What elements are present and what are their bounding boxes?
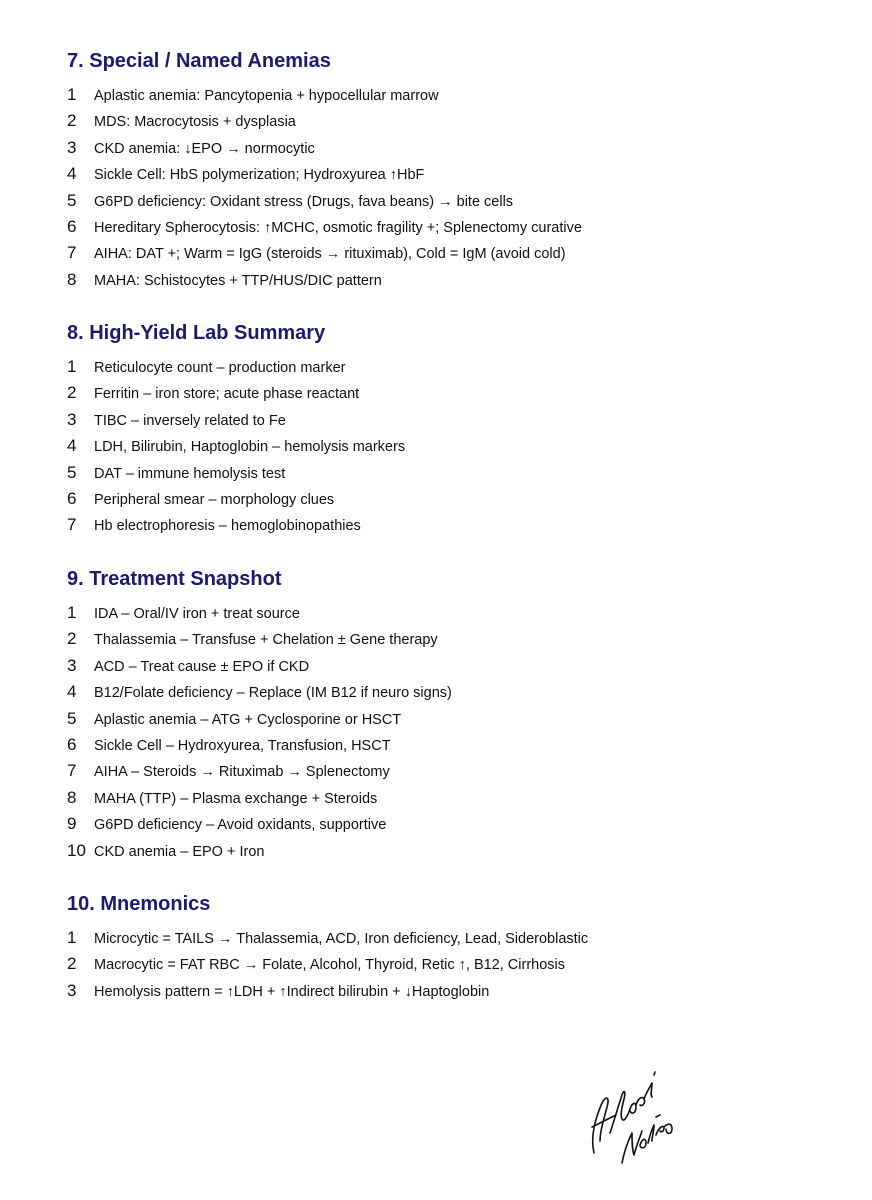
- list-item: [67, 758, 827, 784]
- list-item: [67, 653, 827, 679]
- list-item: [67, 486, 827, 512]
- item-text: CKD anemia – EPO + Iron: [94, 843, 265, 860]
- list-item: [67, 600, 827, 626]
- section-title: 10. Mnemonics: [67, 893, 211, 915]
- item-text: Thalassemia – Transfuse + Chelation ± Gene therapy: [94, 632, 438, 649]
- item-text: IDA – Oral/IV iron + treat source: [94, 606, 300, 622]
- section-special-named-anemias: [67, 46, 827, 293]
- item-text: MAHA (TTP) – Plasma exchange + Steroids: [94, 790, 378, 807]
- item-number: 3: [67, 409, 77, 429]
- list-item: [67, 679, 827, 705]
- item-number: 10: [67, 840, 86, 860]
- item-number: 2: [67, 629, 77, 649]
- list-item: [67, 214, 827, 240]
- section-title: 7. Special / Named Anemias: [67, 50, 331, 72]
- list-item: [67, 626, 827, 652]
- item-number: 8: [67, 269, 77, 289]
- item-list: [67, 600, 827, 864]
- list-item: [67, 108, 827, 134]
- item-number: 9: [67, 814, 77, 834]
- item-list: [67, 925, 827, 1004]
- item-text: Macrocytic = FAT RBC → Folate, Alcohol, Thyroid, Retic ↑, B12, Cirrhosis: [94, 957, 566, 974]
- section-high-yield-lab-summary: [67, 318, 827, 539]
- item-number: 2: [67, 954, 77, 974]
- list-item: [67, 240, 827, 266]
- item-number: 7: [67, 243, 77, 263]
- list-item: [67, 380, 827, 406]
- list-item: [67, 732, 827, 758]
- list-item: [67, 188, 827, 214]
- item-number: 4: [67, 682, 77, 702]
- item-text: MDS: Macrocytosis + dysplasia: [94, 114, 296, 131]
- item-number: 1: [67, 603, 77, 622]
- item-text: Hb electrophoresis – hemoglobinopathies: [94, 518, 361, 535]
- list-item: [67, 135, 827, 161]
- section-treatment-snapshot: [67, 564, 827, 864]
- item-number: 3: [67, 980, 77, 1000]
- list-item: [67, 82, 827, 108]
- item-text: Aplastic anemia – ATG + Cyclosporine or HSCT: [94, 711, 402, 728]
- list-item: [67, 838, 827, 864]
- item-number: 1: [67, 928, 77, 947]
- item-text: Microcytic = TAILS → Thalassemia, ACD, Iron deficiency, Lead, Sideroblastic: [94, 931, 589, 947]
- list-item: [67, 460, 827, 486]
- item-number: 6: [67, 216, 77, 236]
- item-text: AIHA – Steroids → Rituximab → Splenectomy: [94, 764, 390, 781]
- section-mnemonics: [67, 889, 827, 1004]
- item-text: DAT – immune hemolysis test: [94, 465, 286, 482]
- item-text: G6PD deficiency – Avoid oxidants, supportive: [94, 817, 387, 834]
- item-text: Reticulocyte count – production marker: [94, 360, 346, 376]
- item-text: Hemolysis pattern = ↑LDH + ↑Indirect bilirubin + ↓Haptoglobin: [94, 983, 490, 1000]
- item-text: B12/Folate deficiency – Replace (IM B12 if neuro signs): [94, 685, 452, 702]
- list-item: [67, 512, 827, 538]
- item-number: 7: [67, 515, 77, 535]
- section-title: 9. Treatment Snapshot: [67, 568, 282, 590]
- list-item: [67, 706, 827, 732]
- item-number: 8: [67, 787, 77, 807]
- item-number: 5: [67, 708, 77, 728]
- item-number: 2: [67, 111, 77, 131]
- list-item: [67, 433, 827, 459]
- item-number: 4: [67, 436, 77, 456]
- item-text: G6PD deficiency: Oxidant stress (Drugs, fava beans) → bite cells: [94, 193, 514, 210]
- list-item: [67, 354, 827, 380]
- item-text: ACD – Treat cause ± EPO if CKD: [94, 658, 310, 675]
- item-text: TIBC – inversely related to Fe: [94, 412, 286, 429]
- item-number: 6: [67, 488, 77, 508]
- item-number: 7: [67, 761, 77, 781]
- item-number: 6: [67, 734, 77, 754]
- list-item: [67, 785, 827, 811]
- item-number: 5: [67, 462, 77, 482]
- item-number: 3: [67, 137, 77, 157]
- list-item: [67, 161, 827, 187]
- list-item: [67, 951, 827, 977]
- item-text: Aplastic anemia: Pancytopenia + hypocellular marrow: [94, 88, 439, 104]
- item-number: 3: [67, 655, 77, 675]
- item-text: Ferritin – iron store; acute phase reactant: [94, 386, 360, 403]
- list-item: [67, 811, 827, 837]
- item-text: AIHA: DAT +; Warm = IgG (steroids → rituximab), Cold = IgM (avoid cold): [94, 246, 566, 263]
- item-text: Peripheral smear – morphology clues: [94, 491, 335, 508]
- list-item: [67, 407, 827, 433]
- list-item: [67, 267, 827, 293]
- item-number: 1: [67, 85, 77, 104]
- item-number: 1: [67, 357, 77, 376]
- list-item: [67, 925, 827, 951]
- item-list: [67, 82, 827, 293]
- item-number: 4: [67, 164, 77, 184]
- item-text: Sickle Cell – Hydroxyurea, Transfusion, HSCT: [94, 737, 391, 754]
- item-text: Sickle Cell: HbS polymerization; Hydroxyurea ↑HbF: [94, 167, 425, 184]
- item-text: MAHA: Schistocytes + TTP/HUS/DIC pattern: [94, 272, 382, 289]
- handwritten-signature: [580, 1045, 690, 1170]
- item-number: 2: [67, 383, 77, 403]
- item-text: CKD anemia: ↓EPO → normocytic: [94, 140, 315, 157]
- section-title: 8. High-Yield Lab Summary: [67, 322, 326, 344]
- list-item: [67, 978, 827, 1004]
- item-text: Hereditary Spherocytosis: ↑MCHC, osmotic fragility +; Splenectomy curative: [94, 219, 582, 236]
- item-text: LDH, Bilirubin, Haptoglobin – hemolysis markers: [94, 439, 406, 456]
- item-number: 5: [67, 190, 77, 210]
- item-list: [67, 354, 827, 539]
